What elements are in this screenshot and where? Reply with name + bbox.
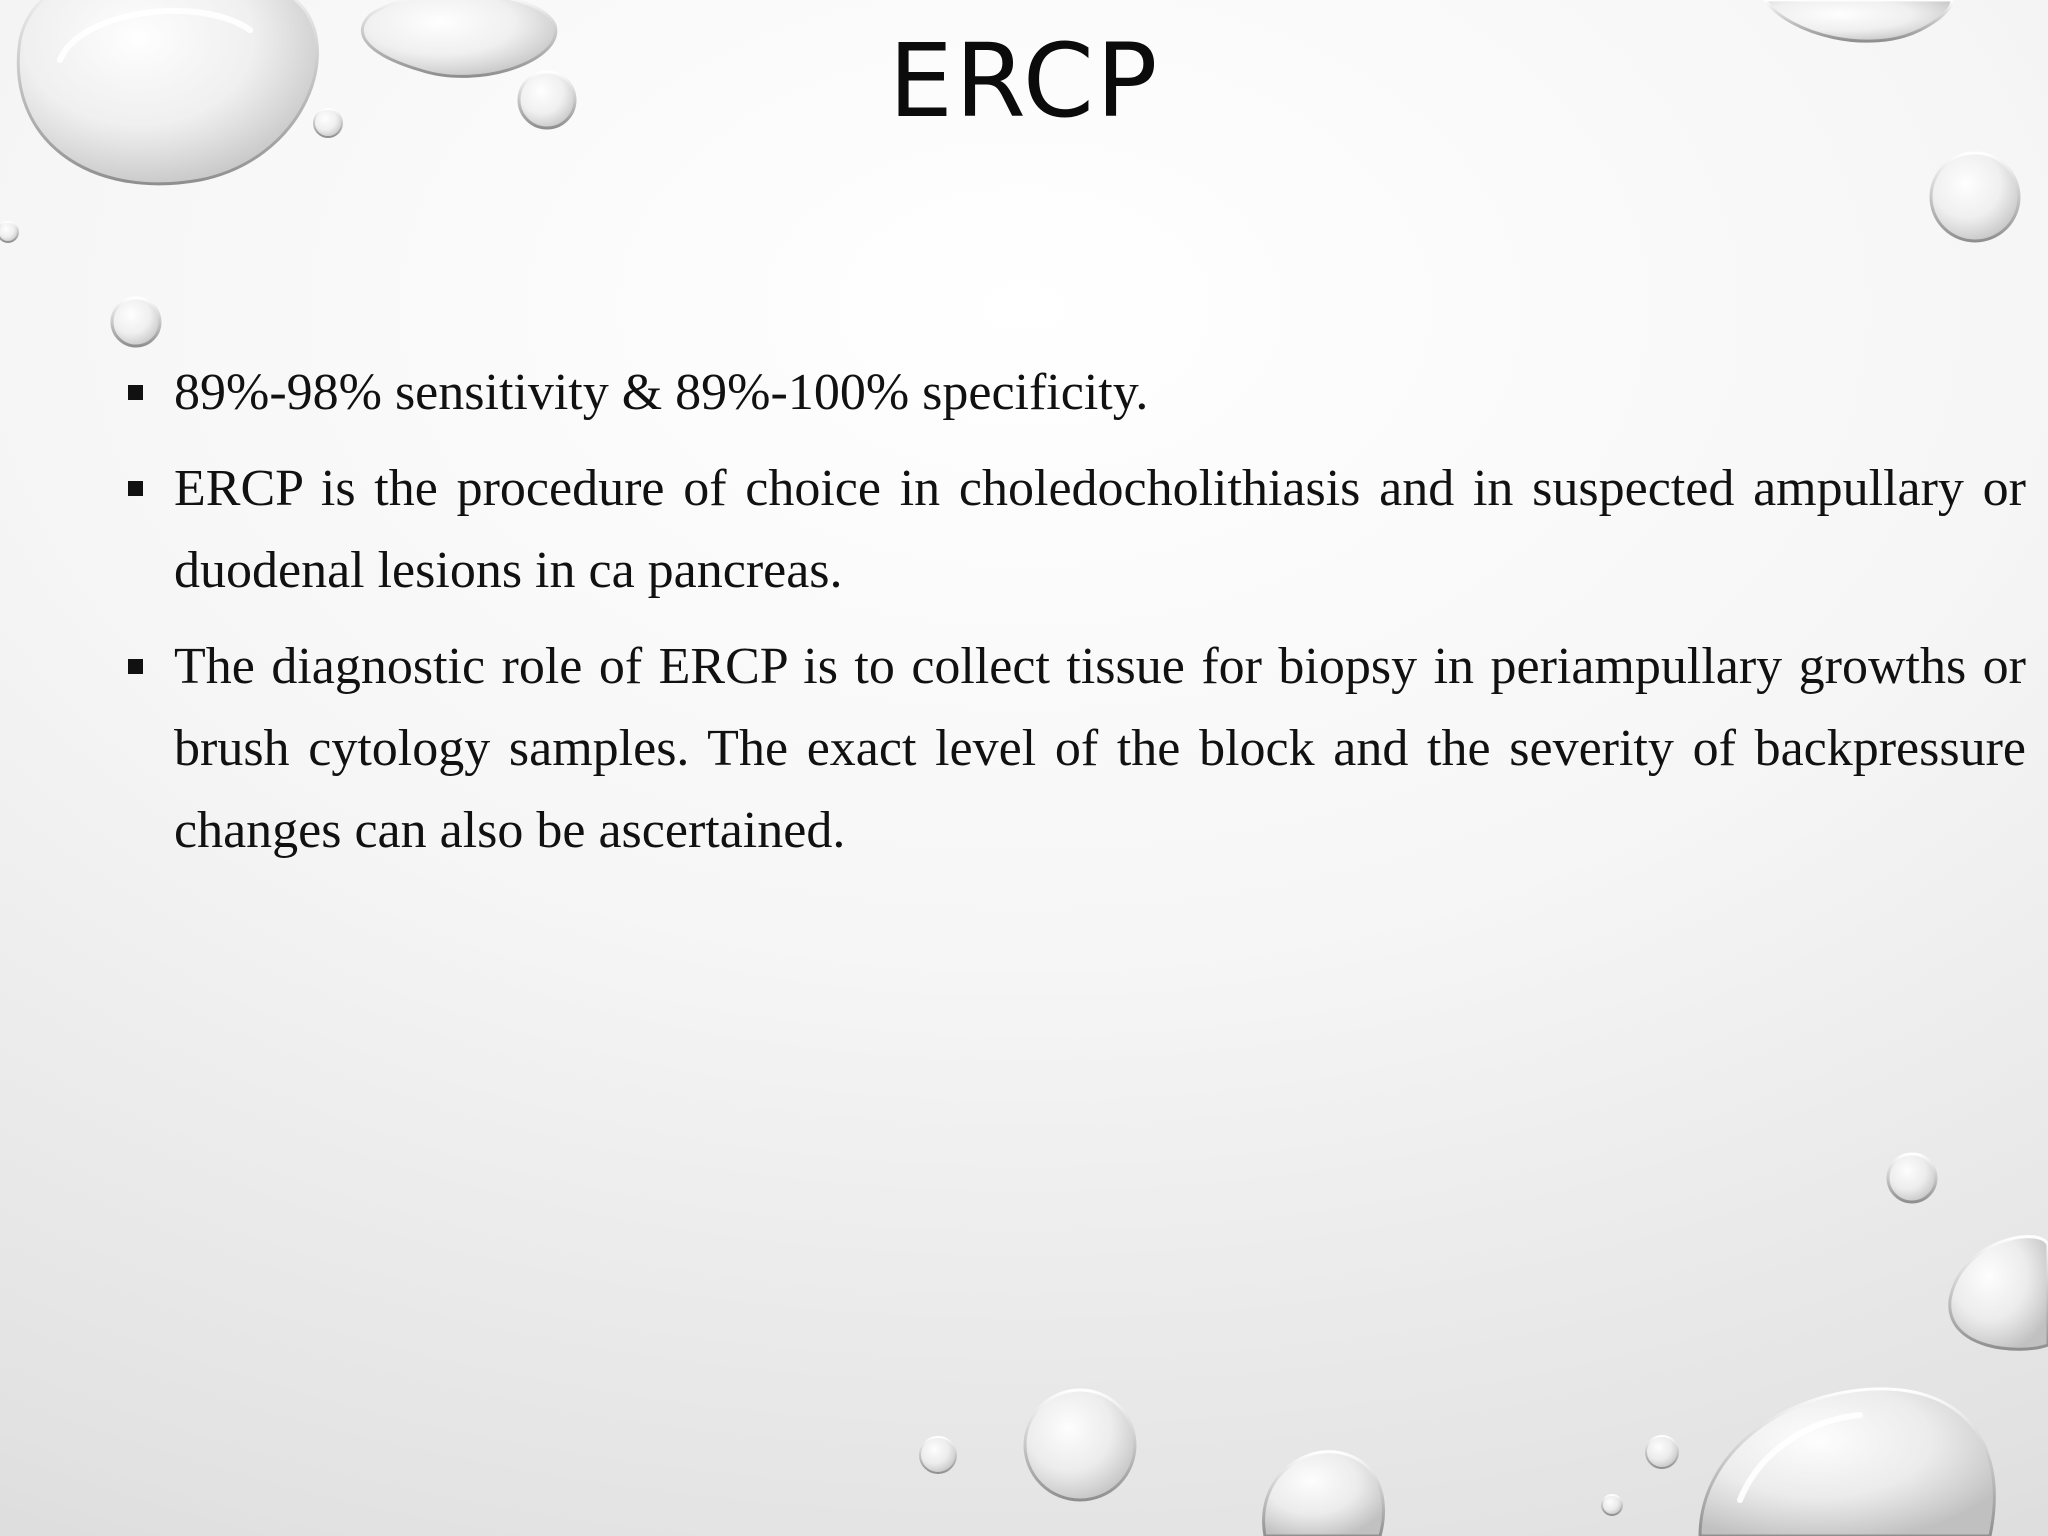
bullet-item (174, 352, 2026, 434)
drop-bottom-right-tiny-2 (1602, 1495, 1622, 1515)
drop-top-right-medium (1931, 153, 2019, 241)
bullet-list (174, 352, 2026, 886)
bullet-text: The diagnostic role of ERCP is to collect tissue for biopsy in periampullary growths or brush cytology samples. The exact level of the block and the severity of backpressure changes can also be ascertained. (174, 638, 2026, 859)
drop-bottom-center-small (920, 1437, 956, 1473)
drop-bottom-right-large (1700, 1389, 1994, 1536)
square-bullet-icon (128, 481, 143, 496)
bullet-item (174, 448, 2026, 612)
square-bullet-icon (128, 659, 143, 674)
drop-small-3 (0, 222, 18, 242)
drop-small-4 (112, 298, 160, 346)
bullet-text: ERCP is the procedure of choice in choledocholithiasis and in suspected ampullary or duodenal lesions in ca pancreas. (174, 460, 2026, 599)
drop-bottom-center-half (1264, 1452, 1384, 1536)
bullet-text: 89%-98% sensitivity & 89%-100% specificity. (174, 364, 1149, 421)
slide-title: ERCP (888, 22, 1160, 141)
drop-bottom-right-medium (1950, 1237, 2048, 1350)
square-bullet-icon (128, 385, 143, 400)
bullet-item (174, 626, 2026, 872)
drop-bottom-right-small (1888, 1154, 1936, 1202)
drop-bottom-center-large (1025, 1390, 1135, 1500)
drop-bottom-right-tiny-1 (1646, 1436, 1678, 1468)
